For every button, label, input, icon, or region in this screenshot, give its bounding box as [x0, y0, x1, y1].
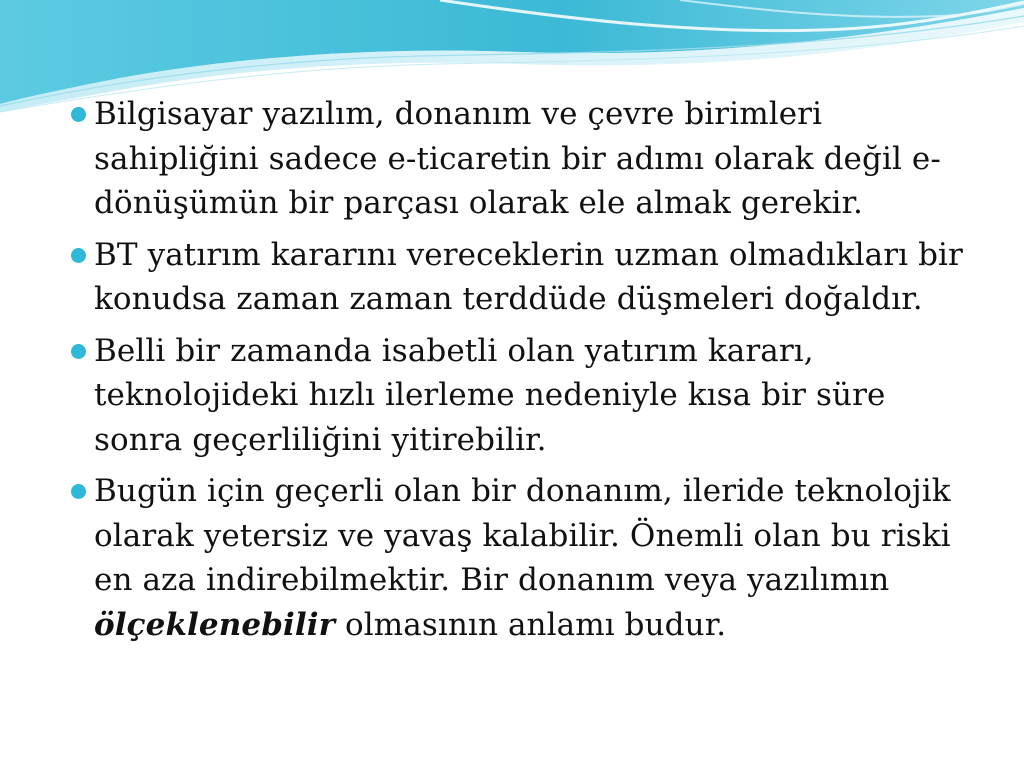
bullet-item-1	[62, 92, 967, 226]
bullet-text-4-before: Bugün için geçerli olan bir donanım, ileride teknolojik olarak yetersiz ve yavaş kalabilir. Önemli olan bu riski en aza indirebilmektir. Bir donanım veya yazılımın	[94, 473, 951, 598]
slide-content	[62, 92, 967, 654]
bullet-dot-icon	[71, 484, 86, 499]
bullet-item-4	[62, 469, 967, 647]
bullet-text-2: BT yatırım kararını vereceklerin uzman olmadıkları bir konudsa zaman zaman terddüde düşmeleri doğaldır.	[94, 236, 963, 317]
bullet-text-3: Belli bir zamanda isabetli olan yatırım kararı, teknolojideki hızlı ilerleme nedeniyle kısa bir süre sonra geçerliliğini yitirebilir.	[94, 332, 886, 458]
bullet-list	[62, 92, 967, 647]
bullet-dot-icon	[71, 344, 86, 359]
bullet-text-1: Bilgisayar yazılım, donanım ve çevre birimleri sahipliğini sadece e-ticaretin bir adımı olarak değil e-dönüşümün bir parçası olarak ele almak gerekir.	[94, 96, 941, 221]
bullet-item-2	[62, 233, 967, 322]
bullet-dot-icon	[71, 107, 86, 122]
bullet-dot-icon	[71, 248, 86, 263]
bullet-text-4-after: olmasının anlamı budur.	[335, 606, 727, 643]
bullet-text-4-emphasis: ölçeklenebilir	[94, 606, 336, 643]
bullet-item-3	[62, 329, 967, 463]
